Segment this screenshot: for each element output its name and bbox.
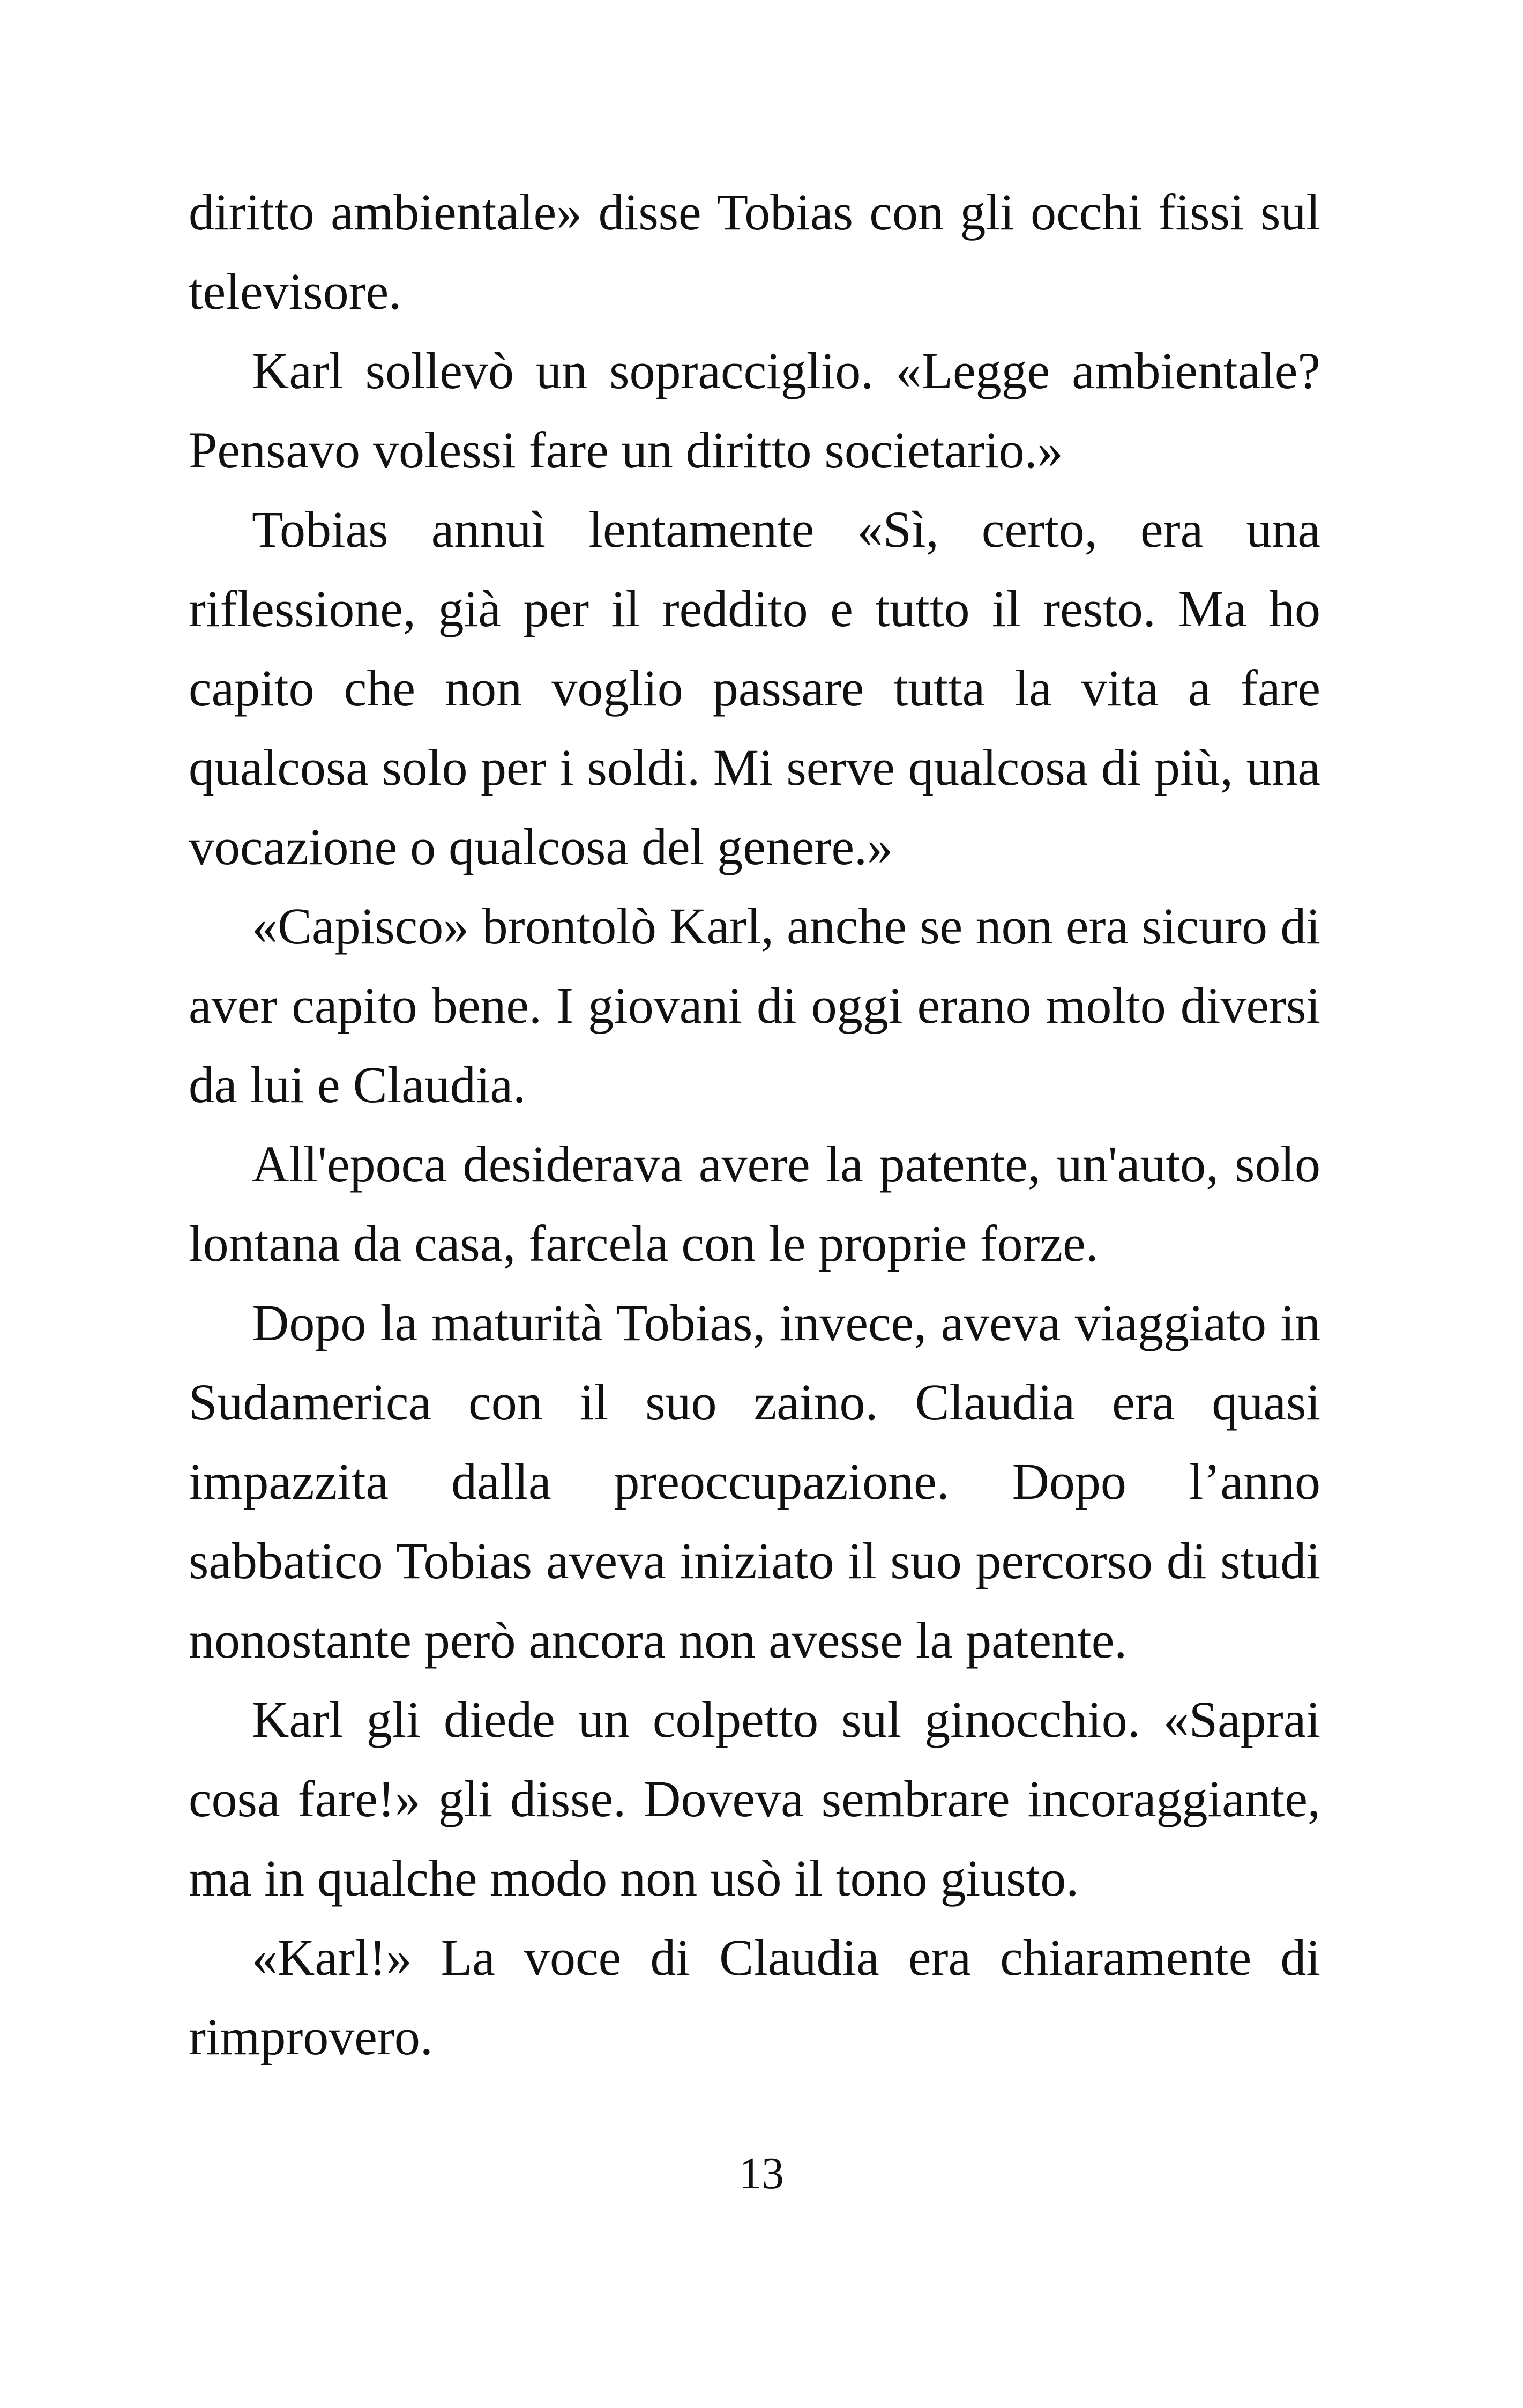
paragraph: Dopo la maturità Tobias, invece, aveva viaggiato in Sudamerica con il suo zaino. Claudia era quasi impazzita dalla preoccupazione. Dopo l’anno sabbatico Tobias aveva iniziato il suo percorso di studi nonostante però ancora non avesse la patente. [189,1294,1320,1669]
page-number: 13 [739,2149,784,2198]
paragraph: All'epoca desiderava avere la patente, un'auto, solo lontana da casa, farcela con le proprie forze. [189,1135,1320,1272]
paragraph: «Capisco» brontolò Karl, anche se non era sicuro di aver capito bene. I giovani di oggi erano molto diversi da lui e Claudia. [189,897,1320,1113]
paragraph: Karl sollevò un sopracciglio. «Legge ambientale? Pensavo volessi fare un diritto societario.» [189,342,1320,479]
paragraph: diritto ambientale» disse Tobias con gli occhi fissi sul televisore. [189,183,1320,320]
paragraph: Karl gli diede un colpetto sul ginocchio. «Saprai cosa fare!» gli disse. Doveva sembrare incoraggiante, ma in qualche modo non usò il tono giusto. [189,1691,1320,1907]
paragraph: Tobias annuì lentamente «Sì, certo, era una riflessione, già per il reddito e tutto il resto. Ma ho capito che non voglio passare tutta la vita a fare qualcosa solo per i soldi. Mi serve qualcosa di più, una vocazione o qualcosa del genere.» [189,501,1320,875]
body-text [189,173,1320,2077]
paragraph: «Karl!» La voce di Claudia era chiaramente di rimprovero. [189,1929,1320,2065]
